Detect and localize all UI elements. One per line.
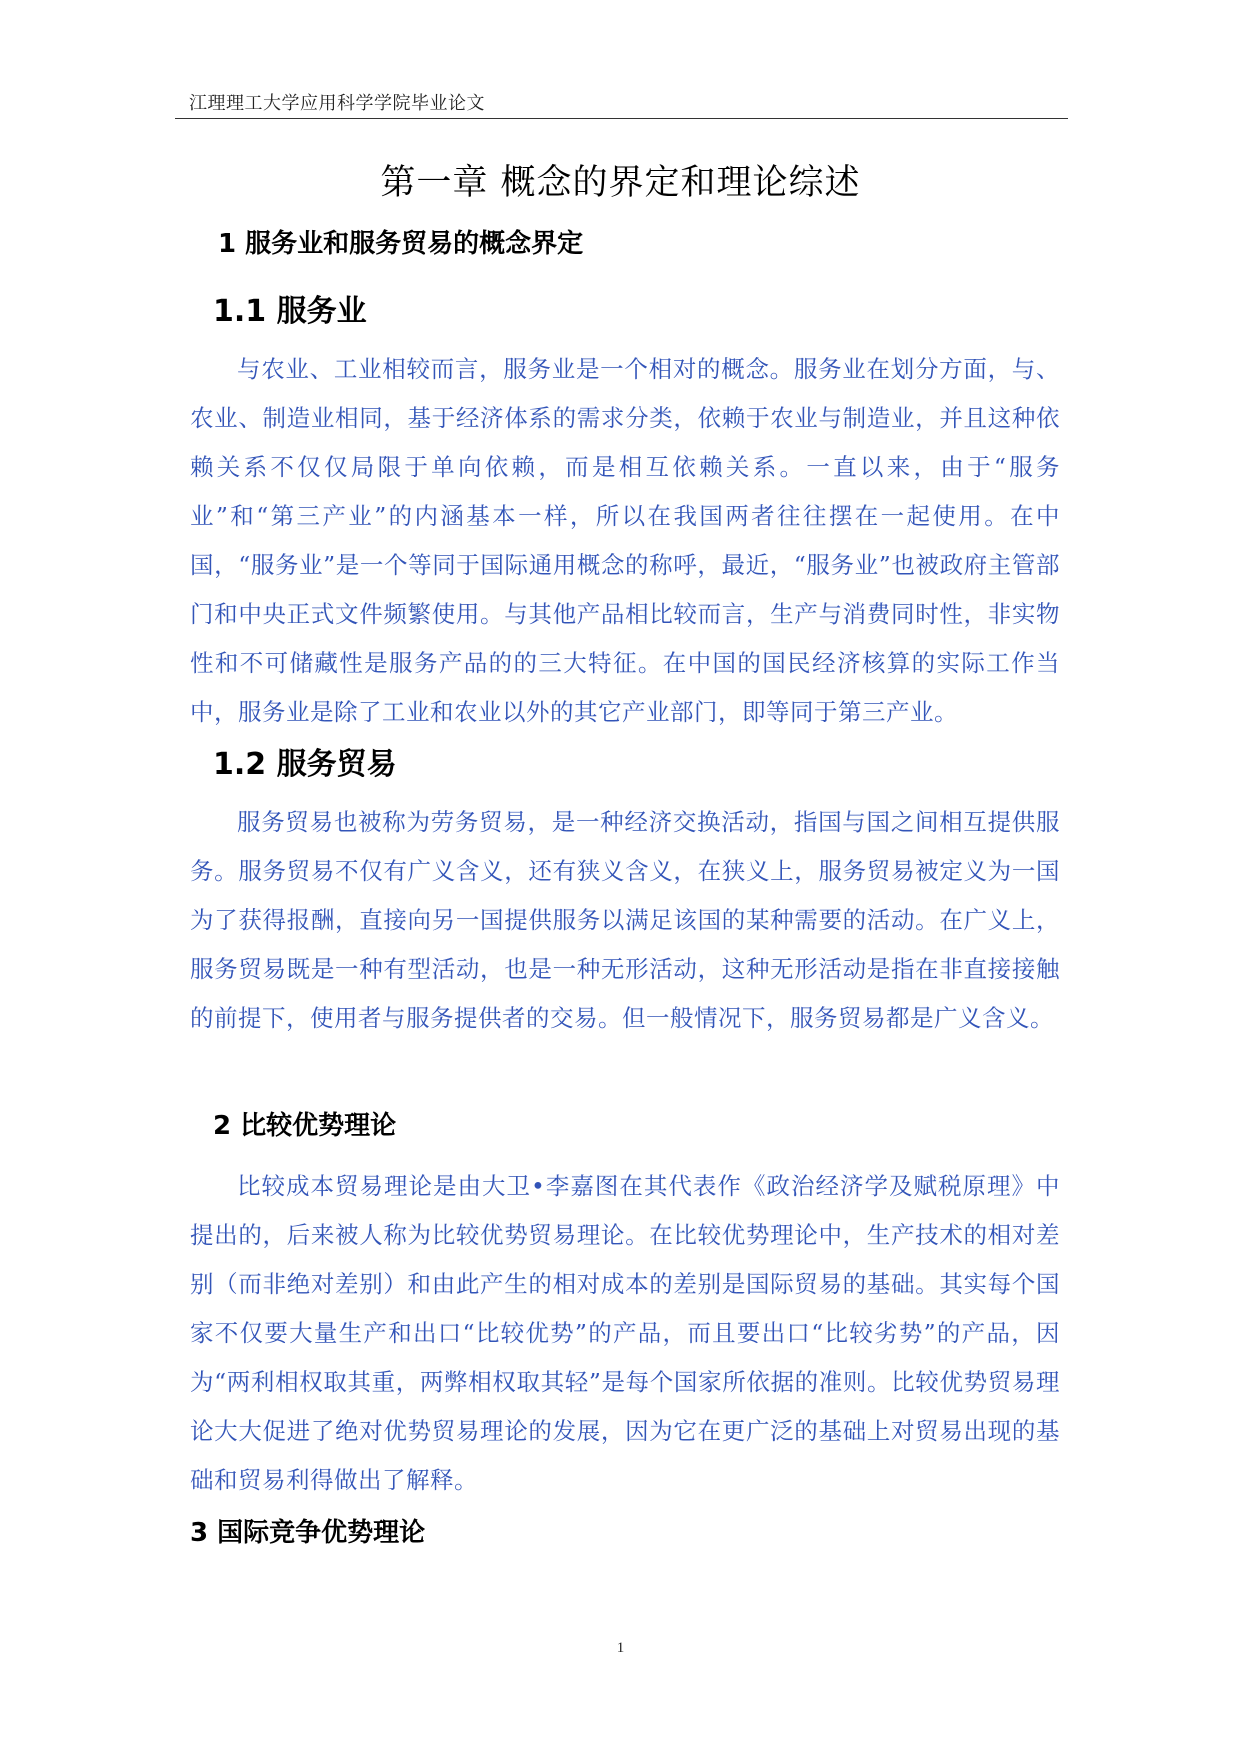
section-heading-2: 2 比较优势理论 — [213, 1111, 397, 1141]
paragraph-service-trade: 服务贸易也被称为劳务贸易，是一种经济交换活动，指国与国之间相互提供服务。服务贸易不仅有广义含义，还有狭义含义，在狭义上，服务贸易被定义为一国为了获得报酬，直接向另一国提供服务以满足该国的某种需要的活动。在广义上，服务贸易既是一种有型活动，也是一种无形活动，这种无形活动是指在非直接接触的前提下，使用者与服务提供者的交易。但一般情况下，服务贸易都是广义含义。 — [190, 808, 1060, 1032]
section-heading-1: 1 服务业和服务贸易的概念界定 — [218, 229, 584, 259]
header-text: 江理理工大学应用科学学院毕业论文 — [189, 93, 485, 114]
section-heading-1-1: 1.1 服务业 — [213, 294, 367, 329]
paragraph-service-industry: 与农业、工业相较而言，服务业是一个相对的概念。服务业在划分方面，与、农业、制造业相同，基于经济体系的需求分类，依赖于农业与制造业，并且这种依赖关系不仅仅局限于单向依赖，而是相互依赖关系。一直以来，由于“服务业”和“第三产业”的内涵基本一样，所以在我国两者往往摆在一起使用。在中国，“服务业”是一个等同于国际通用概念的称呼，最近，“服务业”也被政府主管部门和中央正式文件频繁使用。与其他产品相比较而言，生产与消费同时性，非实物性和不可储藏性是服务产品的的三大特征。在中国的国民经济核算的实际工作当中，服务业是除了工业和农业以外的其它产业部门，即等同于第三产业。 — [190, 355, 1060, 726]
paragraph-comparative-advantage: 比较成本贸易理论是由大卫•李嘉图在其代表作《政治经济学及赋税原理》中提出的，后来被人称为比较优势贸易理论。在比较优势理论中，生产技术的相对差别（而非绝对差别）和由此产生的相对成本的差别是国际贸易的基础。其实每个国家不仅要大量生产和出口“比较优势”的产品，而且要出口“比较劣势”的产品，因为“两利相权取其重，两弊相权取其轻”是每个国家所依据的准则。比较优势贸易理论大大促进了绝对优势贸易理论的发展，因为它在更广泛的基础上对贸易出现的基础和贸易利得做出了解释。 — [190, 1172, 1060, 1494]
chapter-title: 第一章 概念的界定和理论综述 — [380, 163, 861, 203]
section-heading-1-2: 1.2 服务贸易 — [213, 747, 397, 782]
section-heading-3: 3 国际竞争优势理论 — [190, 1518, 426, 1548]
page-header — [175, 86, 1068, 119]
page-number: 1 — [616, 1640, 625, 1656]
